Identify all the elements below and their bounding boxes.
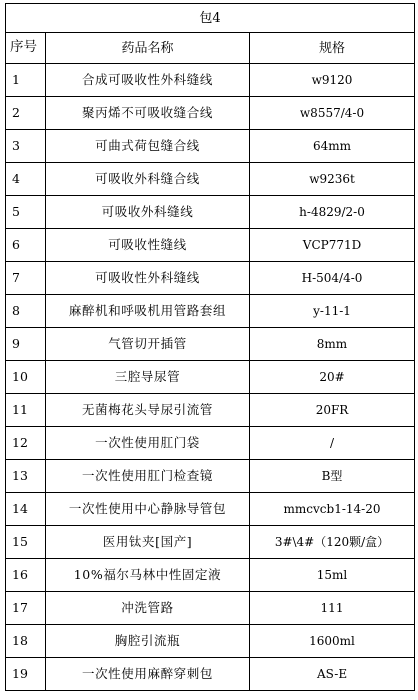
column-header-spec: 规格 [250,33,415,64]
drug-name-cell: 可吸收外科缝合线 [46,163,250,196]
column-header-name: 药品名称 [46,33,250,64]
drug-name-cell: 一次性使用肛门袋 [46,427,250,460]
row-number-cell: 3 [6,130,46,163]
table-row [6,559,415,592]
table-row [6,64,415,97]
table-row [6,328,415,361]
specification-cell: w9120 [250,64,415,97]
specification-cell: 1600ml [250,625,415,658]
row-number-cell: 13 [6,460,46,493]
drug-name-cell: 可吸收性缝线 [46,229,250,262]
drug-name-cell: 无菌梅花头导尿引流管 [46,394,250,427]
drug-name-cell: 可吸收外科缝线 [46,196,250,229]
table-row [6,625,415,658]
table-row [6,163,415,196]
table-row [6,262,415,295]
specification-cell: VCP771D [250,229,415,262]
row-number-cell: 14 [6,493,46,526]
drug-name-cell: 一次性使用中心静脉导管包 [46,493,250,526]
specification-cell: 8mm [250,328,415,361]
table-row [6,361,415,394]
drug-name-cell: 可曲式荷包缝合线 [46,130,250,163]
table-row [6,658,415,691]
drug-table [5,3,415,691]
specification-cell: 64mm [250,130,415,163]
specification-cell: 3#\4#（120颗/盒） [250,526,415,559]
table-row [6,229,415,262]
table-row [6,295,415,328]
row-number-cell: 8 [6,295,46,328]
specification-cell: mmcvcb1-14-20 [250,493,415,526]
drug-name-cell: 冲洗管路 [46,592,250,625]
table-row [6,592,415,625]
row-number-cell: 9 [6,328,46,361]
drug-name-cell: 10%福尔马林中性固定液 [46,559,250,592]
table-row [6,394,415,427]
table-title-row [6,4,415,33]
drug-name-cell: 胸腔引流瓶 [46,625,250,658]
specification-cell: H-504/4-0 [250,262,415,295]
drug-name-cell: 一次性使用肛门检查镜 [46,460,250,493]
table-title: 包4 [6,4,415,33]
table-row [6,460,415,493]
specification-cell: 15ml [250,559,415,592]
specification-cell: B型 [250,460,415,493]
row-number-cell: 4 [6,163,46,196]
row-number-cell: 19 [6,658,46,691]
row-number-cell: 10 [6,361,46,394]
column-header-no: 序号 [6,33,46,64]
drug-name-cell: 气管切开插管 [46,328,250,361]
table-row [6,427,415,460]
drug-name-cell: 三腔导尿管 [46,361,250,394]
row-number-cell: 12 [6,427,46,460]
specification-cell: 20# [250,361,415,394]
row-number-cell: 7 [6,262,46,295]
specification-cell: w8557/4-0 [250,97,415,130]
specification-cell: / [250,427,415,460]
table-row [6,196,415,229]
row-number-cell: 6 [6,229,46,262]
drug-name-cell: 合成可吸收性外科缝线 [46,64,250,97]
specification-cell: y-11-1 [250,295,415,328]
drug-name-cell: 一次性使用麻醉穿刺包 [46,658,250,691]
drug-name-cell: 医用钛夹[国产] [46,526,250,559]
table-row [6,526,415,559]
specification-cell: 111 [250,592,415,625]
row-number-cell: 17 [6,592,46,625]
row-number-cell: 11 [6,394,46,427]
row-number-cell: 15 [6,526,46,559]
table-header-row [6,33,415,64]
row-number-cell: 2 [6,97,46,130]
specification-cell: w9236t [250,163,415,196]
drug-name-cell: 可吸收性外科缝线 [46,262,250,295]
row-number-cell: 16 [6,559,46,592]
table-row [6,130,415,163]
table-body [6,4,415,691]
row-number-cell: 1 [6,64,46,97]
drug-name-cell: 麻醉机和呼吸机用管路套组 [46,295,250,328]
table-row [6,97,415,130]
specification-cell: AS-E [250,658,415,691]
document-page [5,3,414,691]
table-row [6,493,415,526]
specification-cell: 20FR [250,394,415,427]
specification-cell: h-4829/2-0 [250,196,415,229]
row-number-cell: 18 [6,625,46,658]
drug-name-cell: 聚丙烯不可吸收缝合线 [46,97,250,130]
row-number-cell: 5 [6,196,46,229]
